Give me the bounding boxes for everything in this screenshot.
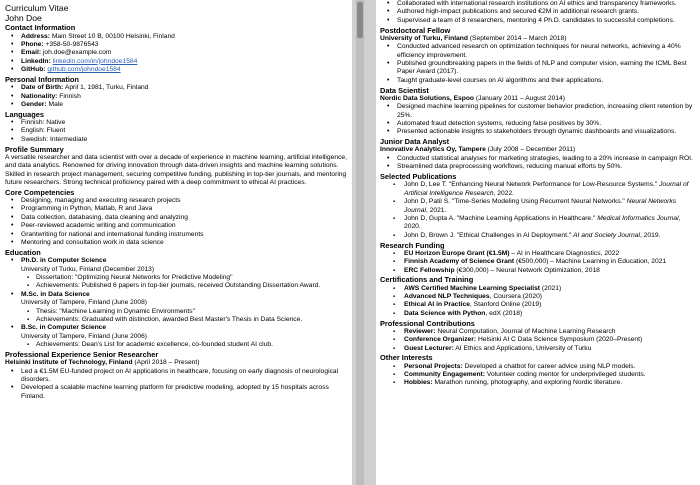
publication-item: ▪ John D, Brown J. "Ethical Challenges in AI Deployment." AI and Society Journal, 2019. — [380, 232, 696, 240]
degree-phd-points — [5, 274, 348, 291]
job-points — [380, 103, 696, 137]
job-role: Data Scientist — [380, 85, 429, 95]
language-item: • English: Fluent — [5, 127, 348, 135]
github-link[interactable]: github.com/johndoe1584 — [47, 66, 121, 74]
contact-github: • GitHub: github.com/johndoe1584 — [5, 66, 348, 74]
contribution-item: ▪ Reviewer: Neural Computation, Journal of Machine Learning Research — [380, 328, 696, 336]
languages-heading: Languages — [5, 109, 45, 119]
degree-msc — [5, 291, 348, 299]
degree-bsc-points — [5, 341, 348, 349]
job-point: • Collaborated with international research institutions on AI ethics and transparency frameworks. — [380, 0, 696, 8]
language-item: • Swedish: Intermediate — [5, 136, 348, 144]
job-points — [380, 155, 696, 172]
degree-school: University of Tampere, Finland (June 2006) — [21, 332, 147, 340]
degree-school: University of Turku, Finland (December 2013) — [21, 265, 155, 273]
job-org: Innovative Analytics Oy, Tampere (July 2008 – December 2011) — [380, 146, 576, 154]
contact-address: • Address: Main Street 10 B, 00100 Helsinki, Finland — [5, 33, 348, 41]
job-point: • Supervised a team of 8 researchers, mentoring 4 Ph.D. candidates to successful completions. — [380, 17, 696, 25]
degree-phd-details — [5, 266, 348, 274]
interests-heading: Other Interests — [380, 353, 433, 363]
contact-list — [5, 33, 348, 75]
competency-item: • Data collection, databasing, data cleaning and analyzing — [5, 214, 348, 222]
profile-summary: A versatile researcher and data scientist with over a decade of experience in machine learning, artificial intelligence, and data analytics. Renowned for driving innovation through data-driven insights and machine learning solutions. Skilled in research project management, securing competitive funding, publishing in top-tier journals, and mentoring future researchers. Strong technical proficiency paired with a deep commitment to ethical AI practices. — [5, 153, 347, 187]
degree-bsc-details — [5, 333, 348, 341]
interest-item: ▪ Hobbies: Marathon running, photography, and exploring Nordic literature. — [380, 379, 696, 387]
degree-point: ▪ Achievements: Dean's List for academic excellence, co-founded student AI club. — [5, 341, 348, 349]
job-points — [380, 43, 696, 85]
job-point: • Streamlined data preprocessing workflows, reducing manual efforts by 50%. — [380, 163, 696, 171]
contributions-list — [380, 328, 696, 353]
competencies-heading: Core Competencies — [5, 187, 75, 197]
job-point: • Conducted advanced research on optimization techniques for neural networks, achieving a 40% efficiency improvement. — [380, 43, 696, 60]
personal-heading: Personal Information — [5, 75, 79, 85]
degree-title: B.Sc. in Computer Science — [21, 324, 107, 332]
linkedin-link[interactable]: linkedin.com/in/johndoe1584 — [52, 57, 138, 65]
certification-item: ▪ Advanced NLP Techniques, Coursera (2020) — [380, 293, 696, 301]
contact-linkedin: • LinkedIn: linkedin.com/in/johndoe1584 — [5, 58, 348, 66]
personal-gender: • Gender: Male — [5, 101, 348, 109]
job-point: • Led a €1.5M EU-funded project on AI applications in healthcare, focusing on early diagnosis of neurological disorders. — [5, 368, 348, 385]
job-point: • Presented actionable insights to stakeholders through dynamic dashboards and visualizations. — [380, 128, 696, 136]
publication-item: ▪ John D, Gupta A. "Machine Learning Applications in Healthcare." Medical Informatics Journal, 2020. — [380, 215, 696, 232]
degree-title: Ph.D. in Computer Science — [21, 257, 107, 265]
job-point: • Authored high-impact publications and secured €2M in additional research grants. — [380, 8, 696, 16]
funding-item: ▪ ERC Fellowship (€300,000) – Neural Network Optimization, 2018 — [380, 267, 696, 275]
interest-item: ▪ Personal Projects: Developed a chatbot for career advice using NLP models. — [380, 363, 696, 371]
degree-msc-details — [5, 299, 348, 307]
certifications-heading: Certifications and Training — [380, 275, 474, 285]
job-point: • Published groundbreaking papers in the fields of NLP and computer vision, earning the ICML Best Paper Award (2017). — [380, 60, 696, 77]
degree-point: ▪ Achievements: Published 6 papers in top-tier journals, received Outstanding Dissertation Award. — [5, 282, 348, 290]
job-points-continued — [380, 0, 696, 25]
document-title: Curriculum Vitae — [5, 3, 69, 13]
education-list — [5, 257, 348, 265]
person-name: John Doe — [5, 13, 42, 23]
funding-heading: Research Funding — [380, 240, 445, 250]
job-role: Postdoctoral Fellow — [380, 25, 451, 35]
contributions-heading: Professional Contributions — [380, 318, 475, 328]
competency-item: • Peer-reviewed academic writing and communication — [5, 222, 348, 230]
competency-item: • Grantwriting for national and international funding instruments — [5, 231, 348, 239]
education-heading: Education — [5, 247, 41, 257]
competency-item: • Designing, managing and executing research projects — [5, 197, 348, 205]
personal-dob: • Date of Birth: April 1, 1981, Turku, Finland — [5, 84, 348, 92]
publication-item: ▪ John D, Patil S. "Time-Series Modeling Using Recurrent Neural Networks." Neural Networks Journal, 2021. — [380, 198, 696, 215]
job-org: University of Turku, Finland (September 2014 – March 2018) — [380, 34, 567, 42]
contact-phone: • Phone: +358-50-9876543 — [5, 41, 348, 49]
job-org: Helsinki Institute of Technology, Finland (April 2018 – Present) — [5, 359, 200, 367]
contact-email: • Email: joh.doe@example.com — [5, 49, 348, 57]
job-points — [5, 368, 348, 402]
competencies-list — [5, 197, 348, 247]
personal-list — [5, 84, 348, 109]
vertical-scrollbar[interactable] — [356, 0, 364, 485]
publication-item: ▪ John D, Lee T. "Enhancing Neural Network Performance for Low-Resource Systems." Journal of Artificial Intelligence Research, 2022. — [380, 181, 696, 198]
degree-school: University of Tampere, Finland (June 2008) — [21, 299, 147, 307]
experience-heading: Professional Experience Senior Researcher — [5, 349, 159, 359]
contribution-item: ▪ Guest Lecturer: AI Ethics and Applications, University of Turku — [380, 345, 696, 353]
job-role: Junior Data Analyst — [380, 137, 450, 147]
certification-item: ▪ Data Science with Python, edX (2018) — [380, 310, 696, 318]
document-page-right — [376, 0, 700, 485]
job-point: • Automated fraud detection systems, reducing false positives by 30%. — [380, 120, 696, 128]
profile-heading: Profile Summary — [5, 144, 64, 154]
degree-msc-points — [5, 308, 348, 325]
degree-bsc — [5, 324, 348, 332]
interests-list — [380, 363, 696, 388]
degree-phd — [5, 257, 348, 265]
interest-item: ▪ Community Engagement: Volunteer coding mentor for underprivileged students. — [380, 371, 696, 379]
degree-title: M.Sc. in Data Science — [21, 290, 90, 298]
job-point: • Designed machine learning pipelines for customer behavior prediction, increasing client retention by 25%. — [380, 103, 696, 120]
language-item: • Finnish: Native — [5, 119, 348, 127]
certifications-list — [380, 285, 696, 319]
certification-item: ▪ Ethical AI in Practice, Stanford Online (2019) — [380, 301, 696, 309]
job-org: Nordic Data Solutions, Espoo (January 2011 – August 2014) — [380, 94, 565, 102]
languages-list — [5, 119, 348, 144]
competency-item: • Mentoring and consultation work in data science — [5, 239, 348, 247]
scrollbar-thumb[interactable] — [357, 2, 363, 38]
contact-heading: Contact Information — [5, 23, 76, 33]
certification-item: ▪ AWS Certified Machine Learning Specialist (2021) — [380, 285, 696, 293]
job-role: Senior Researcher — [92, 349, 159, 359]
job-point: • Taught graduate-level courses on AI algorithms and their applications. — [380, 77, 696, 85]
competency-item: • Programming in Python, Matlab, R and Java — [5, 205, 348, 213]
funding-item: ▪ Finnish Academy of Science Grant (€500,000) – Machine Learning in Education, 2021 — [380, 258, 696, 266]
contribution-item: ▪ Conference Organizer: Helsinki AI C Data Science Symposium (2020–Present) — [380, 336, 696, 344]
publications-heading: Selected Publications — [380, 172, 457, 182]
degree-point: ▪ Achievements: Graduated with distinction, awarded Best Master's Thesis in Data Science. — [5, 316, 348, 324]
personal-nationality: • Nationality: Finnish — [5, 93, 348, 101]
job-point: • Developed a scalable machine learning platform for predictive modeling, adopted by 15 hospitals across Finland. — [5, 384, 348, 401]
job-point: • Conducted statistical analyses for marketing strategies, leading to a 20% increase in campaign ROI. — [380, 155, 696, 163]
degree-point: ▪ Thesis: "Machine Learning in Dynamic Environments" — [5, 308, 348, 316]
funding-item: ▪ EU Horizon Europe Grant (€1.5M) – AI in Healthcare Diagnostics, 2022 — [380, 250, 696, 258]
funding-list — [380, 250, 696, 275]
degree-point: ▪ Dissertation: "Optimizing Neural Networks for Predictive Modeling" — [5, 274, 348, 282]
publications-list — [380, 181, 696, 240]
